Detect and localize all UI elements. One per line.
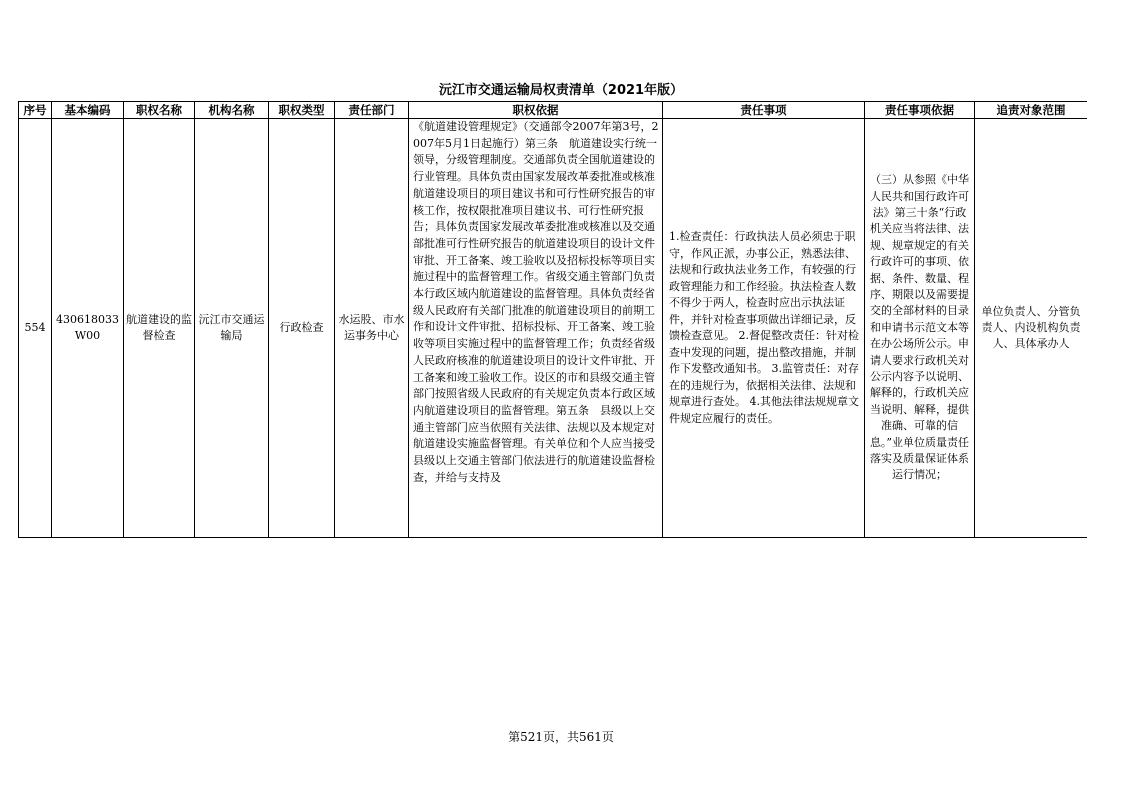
cell-power-name: 航道建设的监督检查 bbox=[124, 119, 195, 538]
table-header-row bbox=[19, 102, 1088, 119]
cell-agency: 沅江市交通运输局 bbox=[195, 119, 269, 538]
cell-seq: 554 bbox=[19, 119, 52, 538]
header-accountability-scope: 追责对象范围 bbox=[975, 102, 1088, 119]
legal-basis-text: 《航道建设管理规定》（交通部令2007年第3号，2007年5月1日起施行）第三条 航道建设实行统一领导，分级管理制度。交通部负责全国航道建设的行业管理。具体负责由国家发展改革委批准或核准航道建设项目的项目建议书和可行性研究报告的审核工作，按权限批准项目建议书、可行性研究报告；具体负责国家发展改革委批准或核准以及交通部批准可行性研究报告的航道建设项目的设计文件审批、开工备案、竣工验收以及招标投标等项目实施过程中的监督管理工作。省级交通主管部门负责本行政区域内航道建设的监督管理。具体负责经省级人民政府有关部门批准的航道建设项目的前期工作和设计文件审批、招标投标、开工备案、竣工验收等项目实施过程中的监督管理工作；负责经省级人民政府核准的航道建设项目的设计文件审批、开工备案和竣工验收工作。设区的市和县级交通主管部门按照省级人民政府的有关规定负责本行政区域内航道建设项目的监督管理。第五条 县级以上交通主管部门应当依照有关法律、法规以及本规定对航道建设实施监督管理。有关单位和个人应当接受县级以上交通主管部门依法进行的航道建设监督检查，并给与支持及 bbox=[413, 120, 659, 484]
header-department: 责任部门 bbox=[335, 102, 409, 119]
header-legal-basis: 职权依据 bbox=[409, 102, 663, 119]
cell-duty-basis: （三）从参照《中华人民共和国行政许可法》第三十条“行政机关应当将法律、法规、规章规定的有关行政许可的事项、依据、条件、数量、程序、期限以及需要提交的全部材料的目录和申请书示范文本等在办公场所公示。申请人要求行政机关对公示内容予以说明、解释的，行政机关应当说明、解释，提供准确、可靠的信息。”业单位质量责任落实及质量保证体系运行情况； bbox=[865, 119, 975, 538]
document-title: 沅江市交通运输局权责清单（2021年版） bbox=[438, 83, 684, 98]
cell-accountability-scope: 单位负责人、分管负责人、内设机构负责人、具体承办人 bbox=[975, 119, 1088, 538]
header-duty-items: 责任事项 bbox=[663, 102, 865, 119]
header-agency: 机构名称 bbox=[195, 102, 269, 119]
page-number: 第521页，共561页 bbox=[508, 730, 614, 744]
header-duty-basis: 责任事项依据 bbox=[865, 102, 975, 119]
power-list-table bbox=[18, 101, 1087, 538]
cell-legal-basis bbox=[409, 119, 663, 538]
header-power-name: 职权名称 bbox=[124, 102, 195, 119]
cell-code: 430618033W00 bbox=[52, 119, 124, 538]
cell-department: 水运股、市水运事务中心 bbox=[335, 119, 409, 538]
header-seq: 序号 bbox=[19, 102, 52, 119]
header-power-type: 职权类型 bbox=[269, 102, 335, 119]
cell-power-type: 行政检查 bbox=[269, 119, 335, 538]
table-row bbox=[19, 119, 1088, 538]
power-table bbox=[18, 101, 1087, 538]
cell-duty-items: 1.检查责任：行政执法人员必须忠于职守，作风正派，办事公正，熟悉法律、法规和行政执法业务工作，有较强的行政管理能力和工作经验。执法检查人数不得少于两人，检查时应出示执法证件，并针对检查事项做出详细记录，反馈检查意见。 2.督促整改责任：针对检查中发现的问题，提出整改措施，并制作下发整改通知书。 3.监管责任：对存在的违规行为，依据相关法律、法规和规章进行查处。 4.其他法律法规规章文件规定应履行的责任。 bbox=[663, 119, 865, 538]
header-code: 基本编码 bbox=[52, 102, 124, 119]
